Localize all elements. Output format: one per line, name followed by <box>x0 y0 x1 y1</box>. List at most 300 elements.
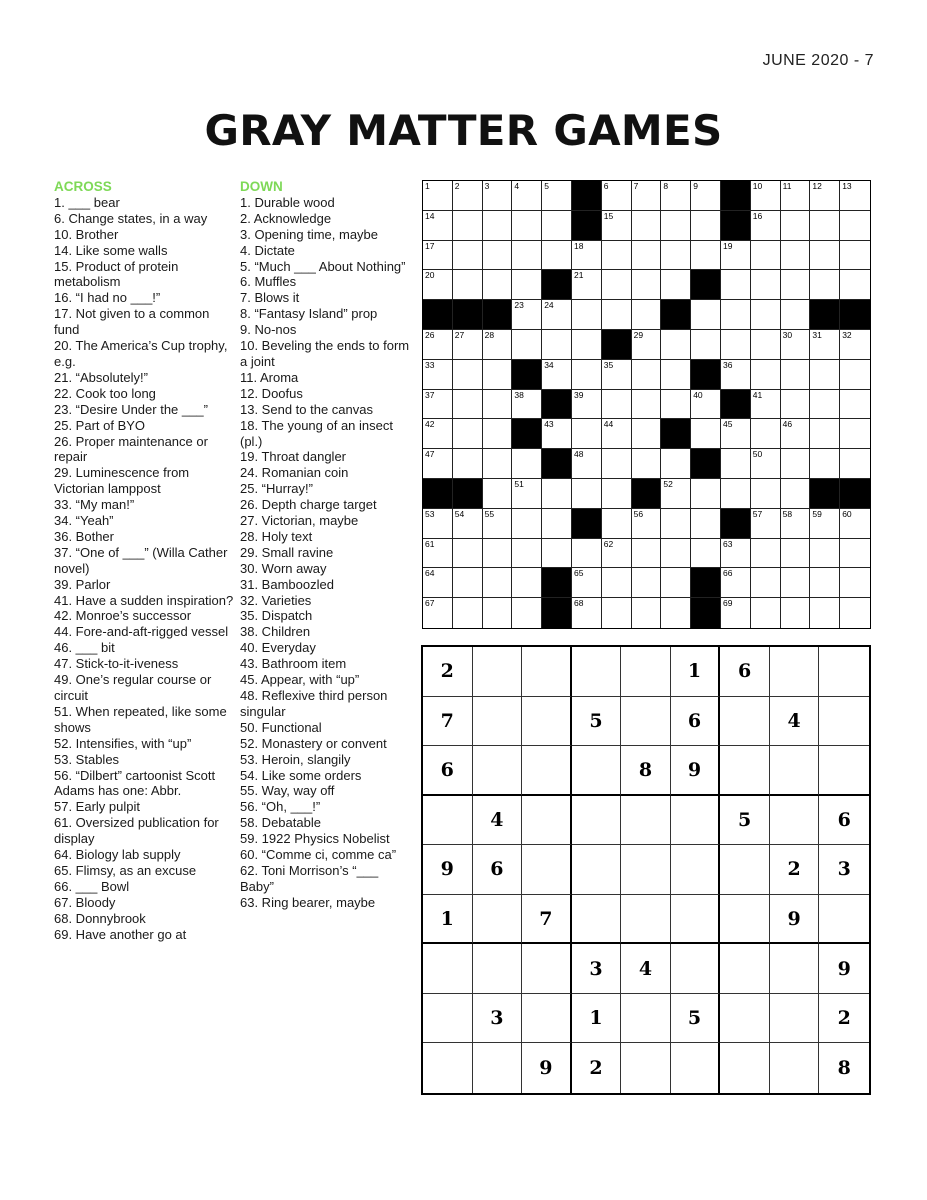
crossword-cell[interactable] <box>781 241 811 271</box>
crossword-block <box>542 598 572 628</box>
crossword-cell[interactable] <box>542 330 572 360</box>
sudoku-cell[interactable] <box>720 994 770 1044</box>
crossword-cell[interactable] <box>602 270 632 300</box>
crossword-cell[interactable] <box>840 539 870 569</box>
clue-number: 28 <box>484 329 495 340</box>
crossword-cell[interactable] <box>453 539 483 569</box>
crossword-cell[interactable] <box>632 181 662 211</box>
crossword-cell[interactable] <box>602 539 632 569</box>
sudoku-cell[interactable] <box>671 944 721 994</box>
crossword-cell[interactable] <box>423 568 453 598</box>
sudoku-cell[interactable] <box>770 994 820 1044</box>
crossword-cell[interactable] <box>572 419 602 449</box>
crossword-cell[interactable] <box>453 509 483 539</box>
clue-number: 23 <box>514 300 524 311</box>
crossword-cell[interactable] <box>453 419 483 449</box>
crossword-cell[interactable] <box>542 539 572 569</box>
sudoku-cell[interactable] <box>671 1043 721 1093</box>
crossword-block <box>691 449 721 479</box>
sudoku-given: 9 <box>819 944 869 994</box>
sudoku-cell[interactable] <box>671 895 721 945</box>
sudoku-cell[interactable] <box>720 845 770 895</box>
crossword-cell[interactable] <box>751 568 781 598</box>
clue-number: 45 <box>722 419 733 430</box>
sudoku-given: 1 <box>423 895 473 945</box>
crossword-cell[interactable] <box>512 300 542 330</box>
crossword-cell[interactable] <box>542 211 572 241</box>
crossword-block <box>691 360 721 390</box>
crossword-cell[interactable] <box>572 300 602 330</box>
crossword-cell[interactable] <box>453 241 483 271</box>
sudoku-cell[interactable] <box>522 994 572 1044</box>
clue-number: 27 <box>454 329 465 340</box>
crossword-cell[interactable] <box>483 390 513 420</box>
crossword-cell[interactable] <box>572 360 602 390</box>
crossword-cell[interactable] <box>602 568 632 598</box>
crossword-cell[interactable] <box>781 211 811 241</box>
crossword-cell[interactable] <box>721 270 751 300</box>
crossword-cell[interactable] <box>661 568 691 598</box>
crossword-cell[interactable] <box>512 509 542 539</box>
sudoku-cell[interactable] <box>572 845 622 895</box>
sudoku-cell[interactable] <box>621 895 671 945</box>
crossword-cell[interactable] <box>691 300 721 330</box>
crossword-cell[interactable] <box>602 360 632 390</box>
crossword-cell[interactable] <box>840 360 870 390</box>
sudoku-cell[interactable] <box>720 697 770 747</box>
crossword-cell[interactable] <box>840 568 870 598</box>
sudoku-cell[interactable] <box>572 746 622 796</box>
sudoku-given: 7 <box>522 895 572 945</box>
crossword-cell[interactable] <box>423 598 453 628</box>
crossword-cell[interactable] <box>661 509 691 539</box>
crossword-cell[interactable] <box>572 539 602 569</box>
sudoku-cell[interactable] <box>522 647 572 697</box>
clue-number: 62 <box>603 538 614 549</box>
sudoku-cell[interactable] <box>671 845 721 895</box>
crossword-cell[interactable] <box>810 181 840 211</box>
crossword-cell[interactable] <box>483 181 513 211</box>
sudoku-given: 8 <box>621 746 671 796</box>
across-clue-list <box>54 195 234 943</box>
crossword-cell[interactable] <box>751 419 781 449</box>
crossword-cell[interactable] <box>632 449 662 479</box>
crossword-cell[interactable] <box>453 598 483 628</box>
crossword-cell[interactable] <box>632 509 662 539</box>
crossword-block <box>810 300 840 330</box>
crossword-cell[interactable] <box>661 390 691 420</box>
across-clue: 39. Parlor <box>54 576 111 592</box>
crossword-cell[interactable] <box>572 479 602 509</box>
crossword-cell[interactable] <box>602 390 632 420</box>
crossword-cell[interactable] <box>423 419 453 449</box>
crossword-cell[interactable] <box>661 598 691 628</box>
crossword-cell[interactable] <box>840 598 870 628</box>
sudoku-cell[interactable] <box>621 697 671 747</box>
sudoku-cell[interactable] <box>770 796 820 846</box>
crossword-cell[interactable] <box>781 300 811 330</box>
crossword-cell[interactable] <box>661 211 691 241</box>
sudoku-cell[interactable] <box>819 895 869 945</box>
across-clue: 34. “Yeah” <box>54 513 114 529</box>
sudoku-cell[interactable] <box>770 1043 820 1093</box>
down-clue: 3. Opening time, maybe <box>240 226 379 242</box>
crossword-cell[interactable] <box>810 360 840 390</box>
crossword-cell[interactable] <box>542 419 572 449</box>
crossword-cell[interactable] <box>483 330 513 360</box>
crossword-cell[interactable] <box>751 330 781 360</box>
clue-number: 16 <box>752 210 763 221</box>
crossword-cell[interactable] <box>483 539 513 569</box>
page-title: GRAY MATTER GAMES <box>204 106 723 155</box>
crossword-cell[interactable] <box>691 181 721 211</box>
crossword-cell[interactable] <box>542 300 572 330</box>
crossword-cell[interactable] <box>840 390 870 420</box>
sudoku-cell[interactable] <box>522 944 572 994</box>
crossword-cell[interactable] <box>632 330 662 360</box>
crossword-cell[interactable] <box>632 241 662 271</box>
crossword-cell[interactable] <box>751 509 781 539</box>
crossword-cell[interactable] <box>781 181 811 211</box>
crossword-cell[interactable] <box>751 300 781 330</box>
crossword-cell[interactable] <box>751 390 781 420</box>
crossword-cell[interactable] <box>512 241 542 271</box>
sudoku-cell[interactable] <box>720 895 770 945</box>
crossword-cell[interactable] <box>840 509 870 539</box>
crossword-cell[interactable] <box>512 598 542 628</box>
sudoku-cell[interactable] <box>621 845 671 895</box>
crossword-cell[interactable] <box>781 539 811 569</box>
crossword-cell[interactable] <box>751 479 781 509</box>
crossword-cell[interactable] <box>542 360 572 390</box>
crossword-cell[interactable] <box>453 181 483 211</box>
crossword-cell[interactable] <box>602 211 632 241</box>
crossword-cell[interactable] <box>453 390 483 420</box>
crossword-cell[interactable] <box>721 419 751 449</box>
crossword-cell[interactable] <box>721 360 751 390</box>
crossword-cell[interactable] <box>632 598 662 628</box>
crossword-cell[interactable] <box>423 390 453 420</box>
sudoku-cell[interactable] <box>819 746 869 796</box>
crossword-cell[interactable] <box>542 479 572 509</box>
sudoku-cell[interactable] <box>621 796 671 846</box>
sudoku-cell[interactable] <box>770 944 820 994</box>
crossword-cell[interactable] <box>781 598 811 628</box>
crossword-block <box>572 181 602 211</box>
crossword-cell[interactable] <box>781 449 811 479</box>
crossword-cell[interactable] <box>781 360 811 390</box>
crossword-cell[interactable] <box>691 241 721 271</box>
crossword-cell[interactable] <box>721 241 751 271</box>
crossword-cell[interactable] <box>661 449 691 479</box>
down-clue-list <box>240 195 410 911</box>
crossword-cell[interactable] <box>691 390 721 420</box>
crossword-cell[interactable] <box>512 270 542 300</box>
sudoku-cell[interactable] <box>720 944 770 994</box>
crossword-cell[interactable] <box>453 360 483 390</box>
crossword-cell[interactable] <box>632 270 662 300</box>
crossword-cell[interactable] <box>661 241 691 271</box>
crossword-cell[interactable] <box>483 509 513 539</box>
crossword-cell[interactable] <box>810 330 840 360</box>
clue-number: 57 <box>752 508 763 519</box>
crossword-cell[interactable] <box>423 211 453 241</box>
crossword-cell[interactable] <box>751 211 781 241</box>
crossword-cell[interactable] <box>840 419 870 449</box>
crossword-cell[interactable] <box>512 330 542 360</box>
sudoku-cell[interactable] <box>473 944 523 994</box>
crossword-cell[interactable] <box>423 181 453 211</box>
crossword-grid[interactable] <box>422 180 871 629</box>
sudoku-cell[interactable] <box>473 1043 523 1093</box>
crossword-cell[interactable] <box>840 330 870 360</box>
crossword-cell[interactable] <box>810 390 840 420</box>
crossword-cell[interactable] <box>781 479 811 509</box>
crossword-cell[interactable] <box>751 449 781 479</box>
sudoku-cell[interactable] <box>572 647 622 697</box>
crossword-cell[interactable] <box>483 360 513 390</box>
down-clue: 53. Heroin, slangily <box>240 751 351 767</box>
crossword-cell[interactable] <box>781 419 811 449</box>
crossword-cell[interactable] <box>721 479 751 509</box>
crossword-cell[interactable] <box>661 270 691 300</box>
crossword-cell[interactable] <box>572 270 602 300</box>
clue-number: 8 <box>663 181 669 191</box>
crossword-block <box>542 568 572 598</box>
crossword-cell[interactable] <box>483 211 513 241</box>
crossword-cell[interactable] <box>423 539 453 569</box>
crossword-cell[interactable] <box>512 181 542 211</box>
crossword-cell[interactable] <box>602 419 632 449</box>
crossword-block <box>542 270 572 300</box>
sudoku-cell[interactable] <box>473 895 523 945</box>
crossword-cell[interactable] <box>751 598 781 628</box>
crossword-cell[interactable] <box>602 181 632 211</box>
crossword-cell[interactable] <box>423 449 453 479</box>
crossword-cell[interactable] <box>721 598 751 628</box>
crossword-cell[interactable] <box>453 270 483 300</box>
crossword-cell[interactable] <box>840 181 870 211</box>
crossword-cell[interactable] <box>751 360 781 390</box>
crossword-block <box>721 211 751 241</box>
sudoku-cell[interactable] <box>720 1043 770 1093</box>
crossword-cell[interactable] <box>632 539 662 569</box>
crossword-cell[interactable] <box>572 449 602 479</box>
sudoku-cell[interactable] <box>621 994 671 1044</box>
crossword-cell[interactable] <box>632 211 662 241</box>
crossword-cell[interactable] <box>483 241 513 271</box>
crossword-block <box>602 330 632 360</box>
down-clue: 62. Toni Morrison’s “___ Baby” <box>240 862 379 894</box>
crossword-cell[interactable] <box>572 241 602 271</box>
sudoku-cell[interactable] <box>621 1043 671 1093</box>
crossword-cell[interactable] <box>572 598 602 628</box>
crossword-cell[interactable] <box>512 539 542 569</box>
clue-number: 35 <box>603 359 614 370</box>
crossword-cell[interactable] <box>840 449 870 479</box>
across-clue: 69. Have another go at <box>54 926 187 942</box>
crossword-cell[interactable] <box>721 449 751 479</box>
down-clue: 5. “Much ___ About Nothing” <box>240 258 406 274</box>
crossword-cell[interactable] <box>810 419 840 449</box>
crossword-cell[interactable] <box>423 241 453 271</box>
crossword-cell[interactable] <box>661 360 691 390</box>
crossword-cell[interactable] <box>810 539 840 569</box>
sudoku-cell[interactable] <box>770 647 820 697</box>
crossword-cell[interactable] <box>483 270 513 300</box>
crossword-cell[interactable] <box>810 241 840 271</box>
clue-number: 69 <box>722 598 733 609</box>
crossword-cell[interactable] <box>423 509 453 539</box>
sudoku-cell[interactable] <box>572 796 622 846</box>
sudoku-cell[interactable] <box>423 796 473 846</box>
down-clue: 10. Beveling the ends to form a joint <box>240 338 410 369</box>
sudoku-cell[interactable] <box>770 746 820 796</box>
crossword-cell[interactable] <box>810 211 840 241</box>
crossword-cell[interactable] <box>691 211 721 241</box>
crossword-cell[interactable] <box>632 360 662 390</box>
sudoku-cell[interactable] <box>671 796 721 846</box>
crossword-cell[interactable] <box>512 390 542 420</box>
crossword-cell[interactable] <box>453 568 483 598</box>
crossword-block <box>840 479 870 509</box>
down-clue: 45. Appear, with “up” <box>240 672 360 688</box>
sudoku-cell[interactable] <box>423 994 473 1044</box>
sudoku-cell[interactable] <box>522 845 572 895</box>
crossword-cell[interactable] <box>691 330 721 360</box>
crossword-cell[interactable] <box>781 270 811 300</box>
crossword-cell[interactable] <box>602 241 632 271</box>
crossword-cell[interactable] <box>512 568 542 598</box>
crossword-cell[interactable] <box>512 479 542 509</box>
crossword-cell[interactable] <box>483 568 513 598</box>
crossword-cell[interactable] <box>512 449 542 479</box>
crossword-cell[interactable] <box>483 419 513 449</box>
sudoku-cell[interactable] <box>473 697 523 747</box>
crossword-cell[interactable] <box>661 330 691 360</box>
clue-number: 43 <box>544 419 554 430</box>
crossword-cell[interactable] <box>751 539 781 569</box>
crossword-cell[interactable] <box>751 241 781 271</box>
crossword-cell[interactable] <box>661 479 691 509</box>
crossword-cell[interactable] <box>453 211 483 241</box>
crossword-cell[interactable] <box>423 330 453 360</box>
crossword-cell[interactable] <box>542 181 572 211</box>
crossword-block <box>632 479 662 509</box>
sudoku-cell[interactable] <box>720 746 770 796</box>
crossword-cell[interactable] <box>602 479 632 509</box>
crossword-cell[interactable] <box>781 509 811 539</box>
clue-number: 41 <box>752 389 763 400</box>
crossword-cell[interactable] <box>453 449 483 479</box>
crossword-cell[interactable] <box>691 539 721 569</box>
across-clue: 68. Donnybrook <box>54 910 146 926</box>
sudoku-cell[interactable] <box>819 647 869 697</box>
crossword-cell[interactable] <box>810 568 840 598</box>
sudoku-cell[interactable] <box>819 697 869 747</box>
crossword-cell[interactable] <box>691 419 721 449</box>
sudoku-cell[interactable] <box>423 944 473 994</box>
sudoku-cell[interactable] <box>621 647 671 697</box>
crossword-cell[interactable] <box>810 598 840 628</box>
clue-number: 7 <box>633 181 639 191</box>
crossword-block <box>661 419 691 449</box>
crossword-cell[interactable] <box>483 479 513 509</box>
sudoku-grid[interactable] <box>421 645 871 1095</box>
sudoku-cell[interactable] <box>473 746 523 796</box>
crossword-block <box>423 479 453 509</box>
sudoku-cell[interactable] <box>522 796 572 846</box>
clue-number: 10 <box>752 181 763 191</box>
crossword-cell[interactable] <box>572 568 602 598</box>
crossword-cell[interactable] <box>810 509 840 539</box>
crossword-cell[interactable] <box>840 211 870 241</box>
crossword-cell[interactable] <box>751 181 781 211</box>
crossword-cell[interactable] <box>721 539 751 569</box>
crossword-cell[interactable] <box>483 598 513 628</box>
crossword-cell[interactable] <box>632 568 662 598</box>
crossword-cell[interactable] <box>423 360 453 390</box>
down-clue: 40. Everyday <box>240 640 316 656</box>
crossword-cell[interactable] <box>840 270 870 300</box>
crossword-cell[interactable] <box>453 330 483 360</box>
clue-number: 67 <box>425 598 435 609</box>
crossword-cell[interactable] <box>602 300 632 330</box>
crossword-cell[interactable] <box>632 300 662 330</box>
crossword-cell[interactable] <box>512 211 542 241</box>
sudoku-cell[interactable] <box>572 895 622 945</box>
sudoku-cell[interactable] <box>473 647 523 697</box>
crossword-cell[interactable] <box>632 390 662 420</box>
across-clue: 6. Change states, in a way <box>54 210 208 226</box>
crossword-cell[interactable] <box>781 390 811 420</box>
crossword-cell[interactable] <box>721 300 751 330</box>
clue-number: 15 <box>603 210 614 221</box>
sudoku-cell[interactable] <box>522 746 572 796</box>
crossword-cell[interactable] <box>423 270 453 300</box>
down-clue: 11. Aroma <box>240 369 299 385</box>
crossword-cell[interactable] <box>691 509 721 539</box>
crossword-cell[interactable] <box>840 241 870 271</box>
down-clue: 54. Like some orders <box>240 767 362 783</box>
sudoku-cell[interactable] <box>423 1043 473 1093</box>
clue-number: 40 <box>693 389 703 400</box>
crossword-cell[interactable] <box>483 449 513 479</box>
crossword-cell[interactable] <box>602 598 632 628</box>
crossword-cell[interactable] <box>602 449 632 479</box>
crossword-cell[interactable] <box>661 181 691 211</box>
crossword-cell[interactable] <box>810 449 840 479</box>
crossword-cell[interactable] <box>572 330 602 360</box>
crossword-cell[interactable] <box>751 270 781 300</box>
crossword-cell[interactable] <box>542 509 572 539</box>
clue-number: 61 <box>425 538 435 549</box>
crossword-cell[interactable] <box>781 568 811 598</box>
crossword-cell[interactable] <box>781 330 811 360</box>
crossword-cell[interactable] <box>632 419 662 449</box>
sudoku-cell[interactable] <box>522 697 572 747</box>
crossword-cell[interactable] <box>721 330 751 360</box>
down-clue: 25. “Hurray!” <box>240 481 313 497</box>
crossword-cell[interactable] <box>602 509 632 539</box>
across-clue: 25. Part of BYO <box>54 417 146 433</box>
crossword-cell[interactable] <box>661 539 691 569</box>
crossword-cell[interactable] <box>572 390 602 420</box>
crossword-cell[interactable] <box>721 568 751 598</box>
crossword-cell[interactable] <box>542 241 572 271</box>
crossword-cell[interactable] <box>691 479 721 509</box>
crossword-cell[interactable] <box>810 270 840 300</box>
